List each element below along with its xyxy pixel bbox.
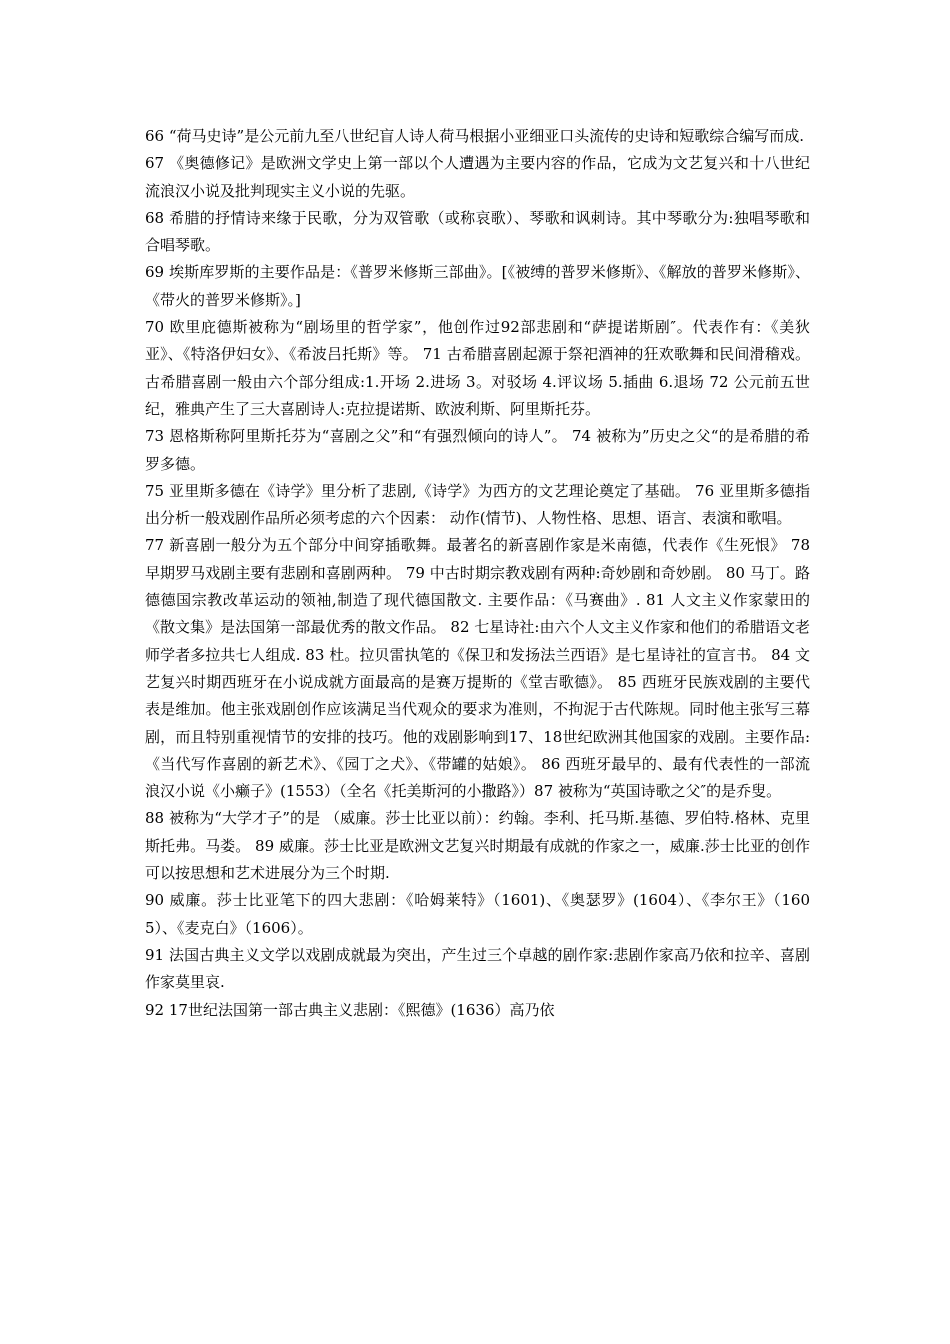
paragraph-90: 90 威廉。莎士比亚笔下的四大悲剧：《哈姆莱特》（1601)、《奥瑟罗》(1604）、《李尔王》（1605）、《麦克白》（1606）。 [145, 891, 810, 937]
paragraph-88-89: 88 被称为“大学才子”的是 （威廉。莎士比亚以前）：约翰。李利、托马斯.基德、罗伯特.格林、克里斯托弗。马娄。 89 威廉。莎士比亚是欧洲文艺复兴时期最有成就的作家之一，威廉.莎士比亚的创作可以按思想和艺术进展分为三个时期. [145, 809, 810, 883]
paragraph-70-72: 70 欧里庇德斯被称为“剧场里的哲学家”，他创作过92部悲剧和“萨提诺斯剧″。代表作有：《美狄亚》、《特洛伊妇女》、《希波吕托斯》等。 71 古希腊喜剧起源于祭祀酒神的狂欢歌舞和民间滑稽戏。 古希腊喜剧一般由六个部分组成:1.开场 2.进场 3。对驳场 4.评议场 5.插曲 6.退场 72 公元前五世纪，雅典产生了三大喜剧诗人:克拉提诺斯、欧波利斯、阿里斯托芬。 [145, 318, 810, 418]
paragraph-67: 67 《奥德修记》是欧洲文学史上第一部以个人遭遇为主要内容的作品，它成为文艺复兴和十八世纪流浪汉小说及批判现实主义小说的先驱。 [145, 154, 810, 200]
paragraph-66: 66 “荷马史诗”是公元前九至八世纪盲人诗人荷马根据小亚细亚口头流传的史诗和短歌综合编写而成. [145, 127, 804, 145]
paragraph-73-74: 73 恩格斯称阿里斯托芬为“喜剧之父”和“有强烈倾向的诗人”。 74 被称为”历史之父“的是希腊的希罗多德。 [145, 427, 810, 473]
paragraph-75-76: 75 亚里斯多德在《诗学》里分析了悲剧,《诗学》为西方的文艺理论奠定了基础。 76 亚里斯多德指出分析一般戏剧作品所必须考虑的六个因素： 动作(情节)、人物性格、思想、语言、表演和歌唱。 [145, 481, 810, 528]
paragraph-91: 91 法国古典主义文学以戏剧成就最为突出，产生过三个卓越的剧作家:悲剧作家高乃依和拉辛、喜剧作家莫里哀. [145, 945, 810, 992]
paragraph-92: 92 17世纪法国第一部古典主义悲剧：《熙德》(1636）高乃依 [145, 1000, 555, 1019]
paragraph-68: 68 希腊的抒情诗来缘于民歌，分为双管歌（或称哀歌）、琴歌和讽刺诗。其中琴歌分为:独唱琴歌和合唱琴歌。 [145, 208, 810, 255]
document-body [145, 123, 810, 1024]
paragraph-69: 69 埃斯库罗斯的主要作品是：《普罗米修斯三部曲》。[《被缚的普罗米修斯》、《解放的普罗米修斯》、《带火的普罗米修斯》。] [145, 263, 810, 309]
paragraph-77-87: 77 新喜剧一般分为五个部分中间穿插歌舞。最著名的新喜剧作家是米南德，代表作《生死恨》 78 早期罗马戏剧主要有悲剧和喜剧两种。 79 中古时期宗教戏剧有两种:奇妙剧和奇妙剧。 80 马丁。路德德国宗教改革运动的领袖,制造了现代德国散文. 主要作品：《马赛曲》. 81 人文主义作家蒙田的《散文集》是法国第一部最优秀的散文作品。 82 七星诗社:由六个人文主义作家和他们的希腊语文老师学者多拉共七人组成. 83 杜。拉贝雷执笔的《保卫和发扬法兰西语》是七星诗社的宣言书。 84 文艺复兴时期西班牙在小说成就方面最高的是赛万提斯的《堂吉歌德》。 85 西班牙民族戏剧的主要代表是维加。他主张戏剧创作应该满足当代观众的要求为准则，不拘泥于古代陈规。同时他主张写三幕剧，而且特别重视情节的安排的技巧。他的戏剧影响到17、18世纪欧洲其他国家的戏剧。主要作品:《当代写作喜剧的新艺术》、《园丁之犬》、《带罐的姑娘》。 86 西班牙最早的、最有代表性的一部流浪汉小说《小癞子》(1553）（全名《托美斯河的小撒路》）87 被称为“英国诗歌之父″的是乔叟。 [145, 536, 810, 801]
